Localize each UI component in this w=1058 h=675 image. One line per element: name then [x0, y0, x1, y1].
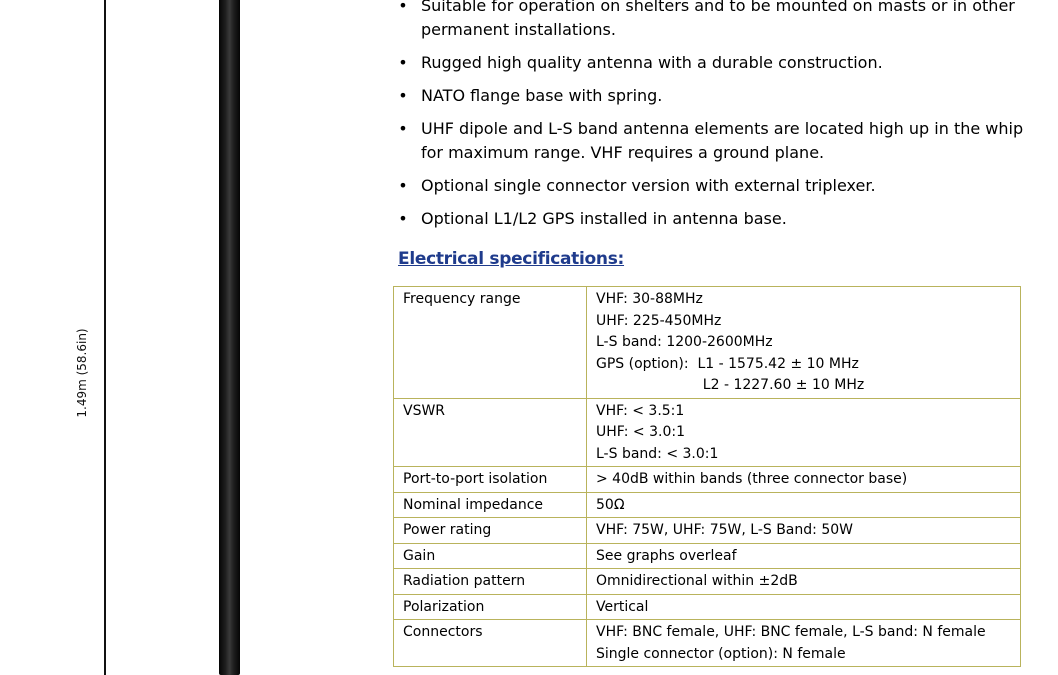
table-row — [394, 398, 1021, 467]
bullet-icon: • — [398, 86, 408, 105]
bullet-icon: • — [398, 176, 408, 195]
feature-text: Suitable for operation on shelters and to be mounted on masts or in other permanent installations. — [421, 0, 1015, 39]
electrical-specs-table — [393, 286, 1021, 667]
spec-key: Frequency range — [394, 287, 587, 399]
spec-value-line: GPS (option): L1 - 1575.42 ± 10 MHz — [596, 355, 859, 372]
spec-value — [587, 594, 1021, 620]
spec-value-line: VHF: < 3.5:1 — [596, 402, 685, 419]
feature-list — [398, 0, 1038, 240]
spec-value — [587, 467, 1021, 493]
feature-text: Optional L1/L2 GPS installed in antenna base. — [421, 209, 787, 228]
spec-key: Polarization — [394, 594, 587, 620]
spec-key: Gain — [394, 543, 587, 569]
bullet-icon: • — [398, 209, 408, 228]
feature-item — [398, 51, 1038, 75]
spec-key: Radiation pattern — [394, 569, 587, 595]
feature-item — [398, 117, 1038, 165]
table-row — [394, 594, 1021, 620]
feature-text: UHF dipole and L-S band antenna elements are located high up in the whip for maximum range. VHF requires a ground plane. — [421, 119, 1024, 162]
dimension-line — [104, 0, 106, 675]
spec-value-line: L-S band: < 3.0:1 — [596, 445, 719, 462]
spec-value — [587, 518, 1021, 544]
spec-value-line: L-S band: 1200-2600MHz — [596, 334, 773, 350]
spec-value-line: See graphs overleaf — [596, 547, 737, 564]
spec-value-line: VHF: BNC female, UHF: BNC female, L-S band: N female — [596, 624, 986, 640]
table-row — [394, 620, 1021, 667]
dimension-text: 1.49m (58.6in) — [75, 328, 89, 418]
feature-item — [398, 0, 1038, 42]
feature-text: Rugged high quality antenna with a durable construction. — [421, 53, 883, 72]
spec-value-line: VHF: 75W, UHF: 75W, L-S Band: 50W — [596, 522, 853, 538]
table-row — [394, 492, 1021, 518]
antenna-whip-image — [219, 0, 240, 675]
spec-value — [587, 287, 1021, 399]
feature-item — [398, 84, 1038, 108]
spec-value-line: VHF: 30-88MHz — [596, 291, 703, 307]
spec-key: Power rating — [394, 518, 587, 544]
feature-item — [398, 207, 1038, 231]
feature-item — [398, 174, 1038, 198]
table-row — [394, 569, 1021, 595]
table-row — [394, 287, 1021, 399]
spec-value — [587, 492, 1021, 518]
spec-key: Connectors — [394, 620, 587, 667]
spec-value-line: Omnidirectional within ±2dB — [596, 573, 798, 589]
bullet-icon: • — [398, 119, 408, 138]
spec-value-line: Single connector (option): N female — [596, 645, 846, 662]
spec-key: Nominal impedance — [394, 492, 587, 518]
spec-value-line: UHF: < 3.0:1 — [596, 424, 685, 440]
spec-value — [587, 569, 1021, 595]
spec-key: VSWR — [394, 398, 587, 467]
table-row — [394, 543, 1021, 569]
bullet-icon: • — [398, 0, 408, 15]
spec-value-line: UHF: 225-450MHz — [596, 312, 722, 329]
spec-key: Port-to-port isolation — [394, 467, 587, 493]
table-row — [394, 518, 1021, 544]
feature-text: Optional single connector version with external triplexer. — [421, 176, 876, 195]
feature-text: NATO flange base with spring. — [421, 86, 663, 105]
electrical-specs-heading: Electrical specifications: — [398, 249, 625, 269]
spec-value-line: 50Ω — [596, 496, 625, 513]
spec-value — [587, 620, 1021, 667]
spec-value-line: L2 - 1227.60 ± 10 MHz — [596, 377, 865, 393]
bullet-icon: • — [398, 53, 408, 72]
spec-value-line: Vertical — [596, 598, 649, 615]
spec-value — [587, 543, 1021, 569]
spec-value-line: > 40dB within bands (three connector base) — [596, 471, 908, 487]
spec-value — [587, 398, 1021, 467]
table-row — [394, 467, 1021, 493]
